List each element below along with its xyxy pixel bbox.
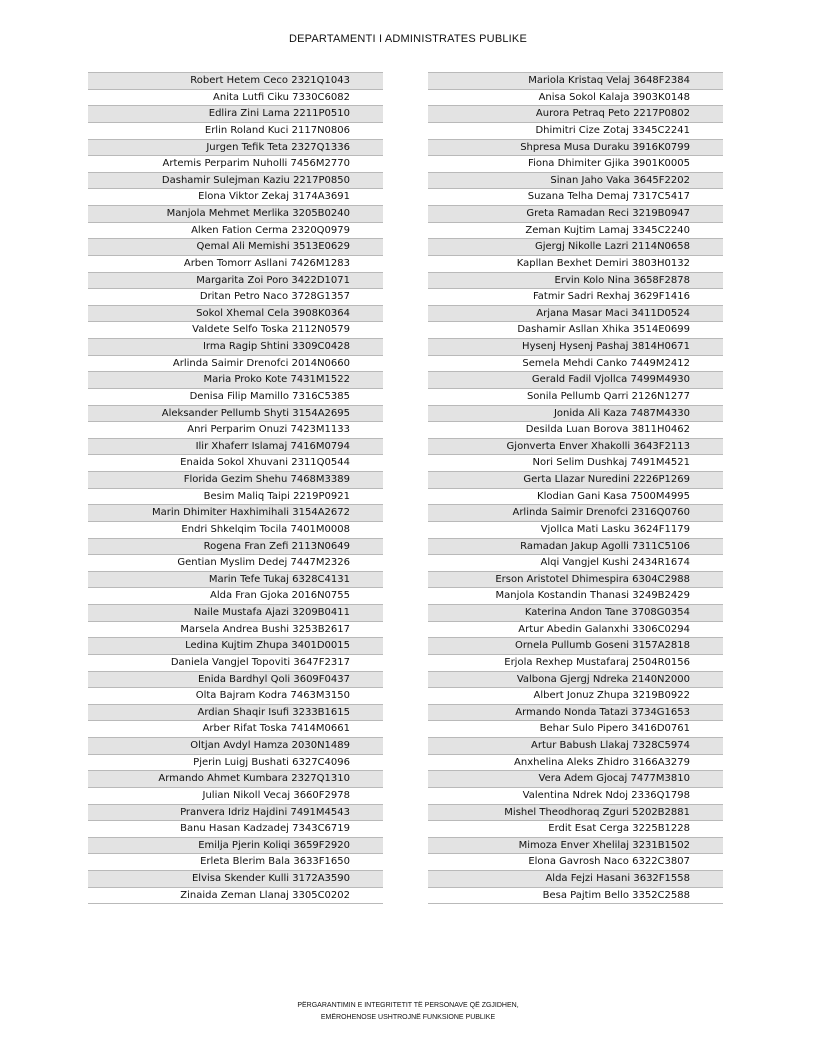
- list-item: Robert Hetem Ceco 2321Q1043: [88, 73, 383, 90]
- list-item: Alda Fran Gjoka 2016N0755: [88, 588, 383, 605]
- list-item: Pranvera Idriz Hajdini 7491M4543: [88, 805, 383, 822]
- list-item: Artur Abedin Galanxhi 3306C0294: [428, 622, 723, 639]
- list-item: Marin Tefe Tukaj 6328C4131: [88, 572, 383, 589]
- list-item: Ervin Kolo Nina 3658F2878: [428, 273, 723, 290]
- list-item: Pjerin Luigj Bushati 6327C4096: [88, 755, 383, 772]
- list-item: Sinan Jaho Vaka 3645F2202: [428, 173, 723, 190]
- list-item: Besim Maliq Taipi 2219P0921: [88, 489, 383, 506]
- list-item: Dashamir Asllan Xhika 3514E0699: [428, 322, 723, 339]
- list-item: Gerta Llazar Nuredini 2226P1269: [428, 472, 723, 489]
- list-item: Anita Lutfi Ciku 7330C6082: [88, 90, 383, 107]
- list-item: Aleksander Pellumb Shyti 3154A2695: [88, 406, 383, 423]
- list-item: Enaida Sokol Xhuvani 2311Q0544: [88, 455, 383, 472]
- list-item: Hysenj Hysenj Pashaj 3814H0671: [428, 339, 723, 356]
- list-item: Manjola Mehmet Merlika 3205B0240: [88, 206, 383, 223]
- list-item: Sonila Pellumb Qarri 2126N1277: [428, 389, 723, 406]
- list-item: Gentian Myslim Dedej 7447M2326: [88, 555, 383, 572]
- list-item: Suzana Telha Demaj 7317C5417: [428, 189, 723, 206]
- list-item: Anisa Sokol Kalaja 3903K0148: [428, 90, 723, 107]
- list-item: Ledina Kujtim Zhupa 3401D0015: [88, 638, 383, 655]
- page-title: DEPARTAMENTI I ADMINISTRATES PUBLIKE: [288, 33, 528, 45]
- list-item: Erdit Esat Cerga 3225B1228: [428, 821, 723, 838]
- list-item: Marin Dhimiter Haxhimihali 3154A2672: [88, 505, 383, 522]
- list-item: Ilir Xhaferr Islamaj 7416M0794: [88, 439, 383, 456]
- list-item: Vjollca Mati Lasku 3624F1179: [428, 522, 723, 539]
- list-item: Naile Mustafa Ajazi 3209B0411: [88, 605, 383, 622]
- list-item: Alken Fation Cerma 2320Q0979: [88, 223, 383, 240]
- list-item: Emilja Pjerin Koliqi 3659F2920: [88, 838, 383, 855]
- list-item: Fatmir Sadri Rexhaj 3629F1416: [428, 289, 723, 306]
- list-item: Erlin Roland Kuci 2117N0806: [88, 123, 383, 140]
- list-item: Fiona Dhimiter Gjika 3901K0005: [428, 156, 723, 173]
- list-item: Ramadan Jakup Agolli 7311C5106: [428, 539, 723, 556]
- list-item: Endri Shkelqim Tocila 7401M0008: [88, 522, 383, 539]
- list-item: Dritan Petro Naco 3728G1357: [88, 289, 383, 306]
- list-item: Margarita Zoi Poro 3422D1071: [88, 273, 383, 290]
- list-item: Edlira Zini Lama 2211P0510: [88, 106, 383, 123]
- left-column-list: [88, 72, 383, 904]
- list-item: Arjana Masar Maci 3411D0524: [428, 306, 723, 323]
- list-item: Besa Pajtim Bello 3352C2588: [428, 888, 723, 905]
- list-item: Elona Gavrosh Naco 6322C3807: [428, 854, 723, 871]
- list-item: Gerald Fadil Vjollca 7499M4930: [428, 372, 723, 389]
- list-item: Artur Babush Llakaj 7328C5974: [428, 738, 723, 755]
- list-item: Elona Viktor Zekaj 3174A3691: [88, 189, 383, 206]
- list-item: Manjola Kostandin Thanasi 3249B2429: [428, 588, 723, 605]
- list-item: Mishel Theodhoraq Zguri 5202B2881: [428, 805, 723, 822]
- list-item: Arben Tomorr Asllani 7426M1283: [88, 256, 383, 273]
- list-item: Arlinda Saimir Drenofci 2316Q0760: [428, 505, 723, 522]
- list-item: Anri Perparim Onuzi 7423M1133: [88, 422, 383, 439]
- list-item: Florida Gezim Shehu 7468M3389: [88, 472, 383, 489]
- list-item: Oltjan Avdyl Hamza 2030N1489: [88, 738, 383, 755]
- list-item: Erson Aristotel Dhimespira 6304C2988: [428, 572, 723, 589]
- list-item: Greta Ramadan Reci 3219B0947: [428, 206, 723, 223]
- list-item: Ornela Pullumb Goseni 3157A2818: [428, 638, 723, 655]
- list-item: Kapllan Bexhet Demiri 3803H0132: [428, 256, 723, 273]
- list-item: Anxhelina Aleks Zhidro 3166A3279: [428, 755, 723, 772]
- list-item: Valbona Gjergj Ndreka 2140N2000: [428, 672, 723, 689]
- list-item: Alqi Vangjel Kushi 2434R1674: [428, 555, 723, 572]
- footer-line-1: PËRGARANTIMIN E INTEGRITETIT TË PERSONAVE QË ZGJIDHEN,: [297, 1002, 519, 1009]
- list-item: Desilda Luan Borova 3811H0462: [428, 422, 723, 439]
- list-item: Maria Proko Kote 7431M1522: [88, 372, 383, 389]
- list-item: Albert Jonuz Zhupa 3219B0922: [428, 688, 723, 705]
- list-item: Mariola Kristaq Velaj 3648F2384: [428, 73, 723, 90]
- list-item: Jurgen Tefik Teta 2327Q1336: [88, 140, 383, 157]
- list-item: Shpresa Musa Duraku 3916K0799: [428, 140, 723, 157]
- list-item: Enida Bardhyl Qoli 3609F0437: [88, 672, 383, 689]
- footer-line-2: EMËROHENOSE USHTROJNË FUNKSIONE PUBLIKE: [320, 1014, 496, 1021]
- list-item: Alda Fejzi Hasani 3632F1558: [428, 871, 723, 888]
- list-item: Ardian Shaqir Isufi 3233B1615: [88, 705, 383, 722]
- list-item: Valdete Selfo Toska 2112N0579: [88, 322, 383, 339]
- list-item: Valentina Ndrek Ndoj 2336Q1798: [428, 788, 723, 805]
- list-item: Armando Ahmet Kumbara 2327Q1310: [88, 771, 383, 788]
- list-item: Elvisa Skender Kulli 3172A3590: [88, 871, 383, 888]
- list-item: Banu Hasan Kadzadej 7343C6719: [88, 821, 383, 838]
- list-item: Julian Nikoll Vecaj 3660F2978: [88, 788, 383, 805]
- list-item: Katerina Andon Tane 3708G0354: [428, 605, 723, 622]
- list-item: Zeman Kujtim Lamaj 3345C2240: [428, 223, 723, 240]
- list-item: Artemis Perparim Nuholli 7456M2770: [88, 156, 383, 173]
- list-item: Arlinda Saimir Drenofci 2014N0660: [88, 356, 383, 373]
- list-item: Sokol Xhemal Cela 3908K0364: [88, 306, 383, 323]
- list-item: Semela Mehdi Canko 7449M2412: [428, 356, 723, 373]
- list-item: Daniela Vangjel Topoviti 3647F2317: [88, 655, 383, 672]
- list-item: Erjola Rexhep Mustafaraj 2504R0156: [428, 655, 723, 672]
- list-item: Olta Bajram Kodra 7463M3150: [88, 688, 383, 705]
- list-item: Gjonverta Enver Xhakolli 3643F2113: [428, 439, 723, 456]
- list-item: Zinaida Zeman Llanaj 3305C0202: [88, 888, 383, 905]
- list-item: Dhimitri Cize Zotaj 3345C2241: [428, 123, 723, 140]
- list-item: Vera Adem Gjocaj 7477M3810: [428, 771, 723, 788]
- list-item: Dashamir Sulejman Kaziu 2217P0850: [88, 173, 383, 190]
- list-item: Armando Nonda Tatazi 3734G1653: [428, 705, 723, 722]
- list-item: Aurora Petraq Peto 2217P0802: [428, 106, 723, 123]
- list-item: Marsela Andrea Bushi 3253B2617: [88, 622, 383, 639]
- list-item: Gjergj Nikolle Lazri 2114N0658: [428, 239, 723, 256]
- list-item: Arber Rifat Toska 7414M0661: [88, 721, 383, 738]
- page-footer: [0, 1000, 816, 1024]
- list-item: Rogena Fran Zefi 2113N0649: [88, 539, 383, 556]
- list-item: Erleta Blerim Bala 3633F1650: [88, 854, 383, 871]
- list-item: Klodian Gani Kasa 7500M4995: [428, 489, 723, 506]
- list-item: Jonida Ali Kaza 7487M4330: [428, 406, 723, 423]
- list-item: Nori Selim Dushkaj 7491M4521: [428, 455, 723, 472]
- right-column-list: [428, 72, 723, 904]
- list-item: Qemal Ali Memishi 3513E0629: [88, 239, 383, 256]
- list-item: Mimoza Enver Xhelilaj 3231B1502: [428, 838, 723, 855]
- list-item: Denisa Filip Mamillo 7316C5385: [88, 389, 383, 406]
- list-item: Behar Sulo Pipero 3416D0761: [428, 721, 723, 738]
- list-item: Irma Ragip Shtini 3309C0428: [88, 339, 383, 356]
